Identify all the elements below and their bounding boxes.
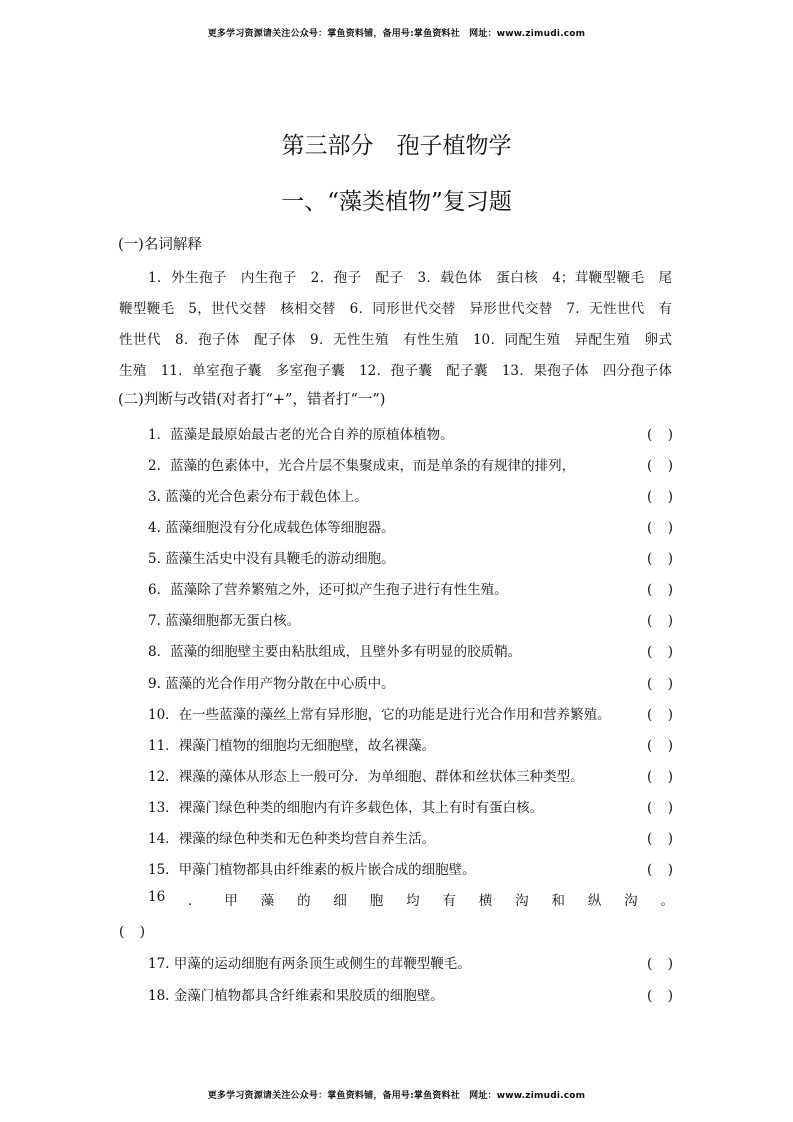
q16-char: 甲	[224, 893, 238, 909]
answer-blank[interactable]: ( )	[646, 831, 674, 847]
question-text: 13．裸藻门绿色种类的细胞内有许多载色体，其上有时有蛋白核。	[148, 800, 544, 816]
q16-char: 胞	[369, 893, 384, 909]
q16-char: 横	[478, 893, 493, 909]
answer-blank[interactable]: ( )	[646, 800, 674, 816]
q16-char: 细	[333, 893, 347, 909]
question-item	[148, 858, 674, 878]
question-item	[148, 734, 674, 754]
question-item	[148, 672, 674, 692]
question-item	[148, 952, 674, 972]
answer-blank[interactable]: ( )	[646, 582, 674, 598]
question-item	[148, 547, 674, 567]
answer-blank[interactable]: ( )	[646, 956, 674, 972]
question-text: 14．裸藻的绿色种类和无色种类均营自养生活。	[148, 831, 436, 847]
question-item	[148, 796, 674, 816]
question-item	[148, 609, 674, 629]
q16-char: 藻	[260, 893, 275, 909]
answer-blank[interactable]: ( )	[646, 707, 674, 723]
q16-char: 沟	[624, 893, 638, 909]
answer-blank[interactable]: ( )	[646, 988, 674, 1004]
section-heading-judgement: (二)判断与改错(对者打“+”，错者打“一”)	[118, 392, 386, 408]
question-item	[148, 984, 674, 1004]
terms-paragraph	[119, 263, 672, 387]
q16-char: 沟	[515, 893, 529, 909]
question-item	[148, 703, 674, 723]
question-item	[148, 578, 674, 598]
question-text: 18. 金藻门植物都具含纤维素和果胶质的细胞壁。	[148, 988, 444, 1004]
answer-blank[interactable]: ( )	[646, 489, 674, 505]
answer-blank[interactable]: ( )	[646, 676, 674, 692]
answer-blank[interactable]: ( )	[646, 458, 674, 474]
question-text: 4. 蓝藻细胞没有分化成载色体等细胞器。	[148, 520, 395, 536]
terms-line: 生殖 11．单室孢子囊 多室孢子囊 12．孢子囊 配子囊 13．果孢子体 四分孢子体	[119, 363, 672, 379]
answer-blank[interactable]: ( )	[646, 520, 674, 536]
q16-char: 16	[148, 889, 166, 905]
question-item	[148, 454, 674, 474]
q16-char: 。	[660, 893, 674, 909]
q16-char: 有	[442, 893, 456, 909]
question-item	[148, 423, 674, 443]
part-title: 第三部分 孢子植物学	[281, 133, 512, 159]
question-item	[148, 640, 674, 660]
q16-char: 和	[551, 893, 565, 909]
question-text: 15．甲藻门植物都具由纤维素的板片嵌合成的细胞壁。	[148, 862, 476, 878]
question-item	[148, 765, 674, 785]
answer-blank[interactable]: ( )	[119, 924, 147, 940]
chapter-title: 一、“藻类植物”复习题	[281, 189, 512, 215]
question-item	[148, 485, 674, 505]
header-banner: 更多学习资源请关注公众号：掌鱼资料铺，备用号:掌鱼资料社 网址：www.zimudi.com	[207, 29, 586, 39]
answer-blank[interactable]: ( )	[646, 427, 674, 443]
question-item	[148, 516, 674, 536]
terms-line: 鞭型鞭毛 5，世代交替 核相交替 6．同形世代交替 异形世代交替 7．无性世代 有	[119, 301, 672, 317]
question-text: 9. 蓝藻的光合作用产物分散在中心质中。	[148, 676, 395, 692]
answer-blank[interactable]: ( )	[646, 769, 674, 785]
question-text: 3. 蓝藻的光合色素分布于载色体上。	[148, 489, 368, 505]
answer-blank[interactable]: ( )	[646, 738, 674, 754]
footer-banner: 更多学习资源请关注公众号：掌鱼资料铺，备用号:掌鱼资料社 网址：www.zimudi.com	[207, 1091, 586, 1101]
question-text: 7. 蓝藻细胞都无蛋白核。	[148, 613, 301, 629]
question-text: 8．蓝藻的细胞壁主要由粘肽组成，且壁外多有明显的胶质鞘。	[148, 644, 522, 660]
answer-blank[interactable]: ( )	[646, 644, 674, 660]
section-heading-definitions: (一)名词解释	[118, 237, 202, 253]
terms-line: 1．外生孢子 内生孢子 2．孢子 配子 3．载色体 蛋白核 4；茸鞭型鞭毛 尾	[148, 270, 672, 286]
q16-char: ．	[188, 893, 202, 909]
q16-char: 均	[406, 893, 420, 909]
question-text: 6．蓝藻除了营养繁殖之外，还可拟产生孢子进行有性生殖。	[148, 582, 508, 598]
question-text: 2．蓝藻的色素体中，光合片层不集聚成束，而是单条的有规律的排列，	[148, 458, 576, 474]
answer-blank[interactable]: ( )	[646, 551, 674, 567]
q16-char: 纵	[587, 893, 602, 909]
question-item	[148, 827, 674, 847]
answer-blank[interactable]: ( )	[646, 862, 674, 878]
question-text: 12．裸藻的藻体从形态上一般可分．为单细胞、群体和丝状体三种类型。	[148, 769, 584, 785]
question-text: 10．在一些蓝藻的藻丝上常有异形胞，它的功能是进行光合作用和营养繁殖。	[148, 707, 611, 723]
question-text: 17. 甲藻的运动细胞有两条顶生或侧生的茸鞭型鞭毛。	[148, 956, 471, 972]
question-text: 5. 蓝藻生活史中没有具鞭毛的游动细胞。	[148, 551, 395, 567]
answer-blank[interactable]: ( )	[646, 613, 674, 629]
q16-char: 的	[297, 893, 311, 909]
question-item-16	[148, 889, 674, 909]
question-text: 1．蓝藻是最原始最古老的光合自养的原植体植物。	[148, 427, 454, 443]
question-text: 11．裸藻门植物的细胞均无细胞壁，故名裸藻。	[148, 738, 436, 754]
terms-line: 性世代 8．孢子体 配子体 9．无性生殖 有性生殖 10．同配生殖 异配生殖 卵式	[119, 332, 672, 348]
